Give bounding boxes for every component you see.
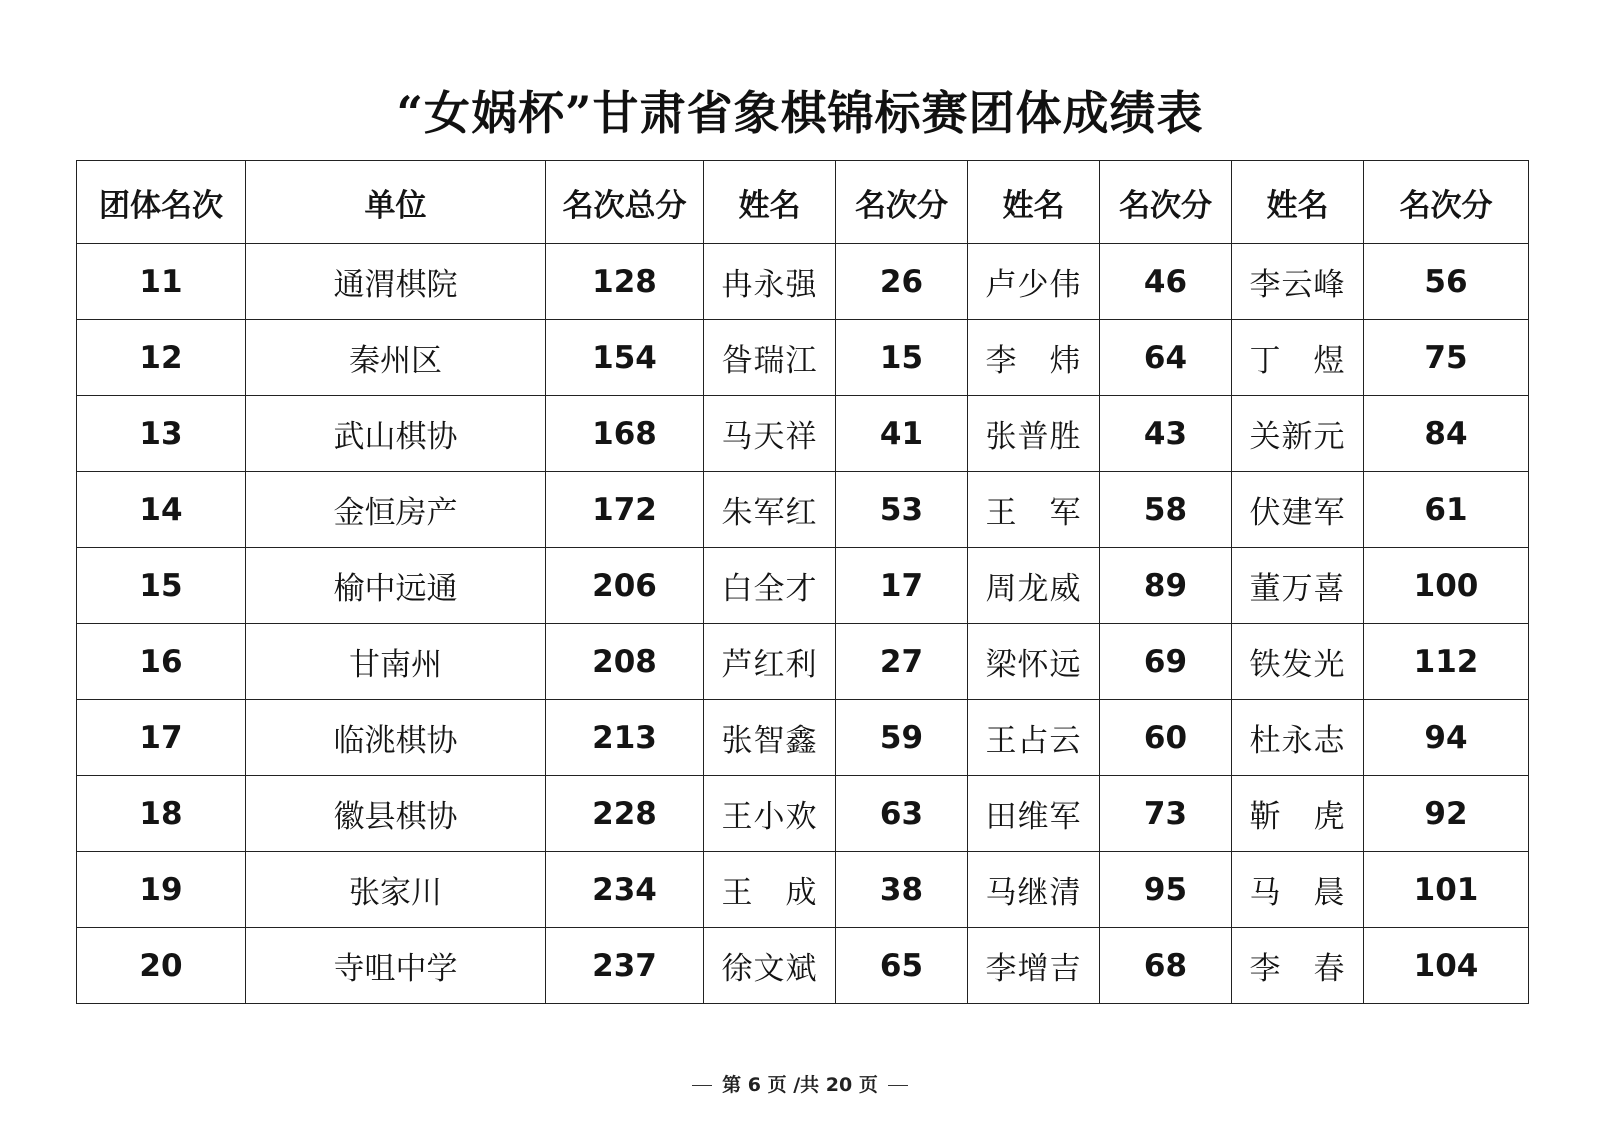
team-rank: 15: [77, 548, 246, 624]
player2-name: 王 军: [968, 472, 1100, 548]
player3-name: 董万喜: [1232, 548, 1364, 624]
footer-left-dash: [692, 1085, 712, 1086]
player2-name: 田维军: [968, 776, 1100, 852]
player2-score: 43: [1100, 396, 1232, 472]
total-score: 237: [546, 928, 704, 1004]
player2-score: 69: [1100, 624, 1232, 700]
player3-score: 61: [1364, 472, 1529, 548]
unit-name: 武山棋协: [246, 396, 546, 472]
player3-score: 94: [1364, 700, 1529, 776]
team-rank: 17: [77, 700, 246, 776]
player2-score: 89: [1100, 548, 1232, 624]
unit-name: 秦州区: [246, 320, 546, 396]
table-row: [77, 396, 1529, 472]
player2-name: 周龙威: [968, 548, 1100, 624]
table-header-row: [77, 161, 1529, 244]
player2-name: 李增吉: [968, 928, 1100, 1004]
player2-score: 46: [1100, 244, 1232, 320]
header-player1-score: 名次分: [836, 161, 968, 244]
player3-name: 杜永志: [1232, 700, 1364, 776]
player1-name: 张智鑫: [704, 700, 836, 776]
header-player3-name: 姓名: [1232, 161, 1364, 244]
table-row: [77, 852, 1529, 928]
page-title: “女娲杯”甘肃省象棋锦标赛团体成绩表: [396, 86, 1204, 140]
total-score: 228: [546, 776, 704, 852]
player1-name: 朱军红: [704, 472, 836, 548]
table-row: [77, 776, 1529, 852]
total-score: 206: [546, 548, 704, 624]
team-rank: 13: [77, 396, 246, 472]
team-rank: 11: [77, 244, 246, 320]
table-row: [77, 624, 1529, 700]
total-score: 168: [546, 396, 704, 472]
table-row: [77, 700, 1529, 776]
total-score: 234: [546, 852, 704, 928]
unit-name: 榆中远通: [246, 548, 546, 624]
player1-score: 59: [836, 700, 968, 776]
player2-score: 73: [1100, 776, 1232, 852]
unit-name: 徽县棋协: [246, 776, 546, 852]
player2-score: 64: [1100, 320, 1232, 396]
player1-name: 昝瑞江: [704, 320, 836, 396]
player3-score: 112: [1364, 624, 1529, 700]
header-player2-name: 姓名: [968, 161, 1100, 244]
player2-score: 68: [1100, 928, 1232, 1004]
total-score: 172: [546, 472, 704, 548]
player1-name: 冉永强: [704, 244, 836, 320]
page-number: 第 6 页 /共 20 页: [722, 1074, 878, 1096]
player3-name: 伏建军: [1232, 472, 1364, 548]
player2-score: 58: [1100, 472, 1232, 548]
player1-score: 65: [836, 928, 968, 1004]
player3-score: 56: [1364, 244, 1529, 320]
player3-name: 李 春: [1232, 928, 1364, 1004]
player2-name: 梁怀远: [968, 624, 1100, 700]
table-row: [77, 548, 1529, 624]
player1-name: 徐文斌: [704, 928, 836, 1004]
total-score: 154: [546, 320, 704, 396]
unit-name: 金恒房产: [246, 472, 546, 548]
player2-name: 马继清: [968, 852, 1100, 928]
team-rank: 18: [77, 776, 246, 852]
player3-score: 101: [1364, 852, 1529, 928]
player1-score: 27: [836, 624, 968, 700]
header-total-score: 名次总分: [546, 161, 704, 244]
table-row: [77, 472, 1529, 548]
player1-score: 63: [836, 776, 968, 852]
player1-score: 26: [836, 244, 968, 320]
player2-score: 60: [1100, 700, 1232, 776]
team-rank: 16: [77, 624, 246, 700]
player1-score: 53: [836, 472, 968, 548]
player1-name: 马天祥: [704, 396, 836, 472]
player1-score: 15: [836, 320, 968, 396]
table-row: [77, 320, 1529, 396]
page-footer: [0, 1070, 1600, 1097]
player1-score: 17: [836, 548, 968, 624]
header-team-rank: 团体名次: [77, 161, 246, 244]
table-row: [77, 244, 1529, 320]
player3-score: 92: [1364, 776, 1529, 852]
player3-name: 马 晨: [1232, 852, 1364, 928]
unit-name: 甘南州: [246, 624, 546, 700]
total-score: 208: [546, 624, 704, 700]
team-rank: 19: [77, 852, 246, 928]
player3-score: 104: [1364, 928, 1529, 1004]
team-rank: 12: [77, 320, 246, 396]
player3-name: 铁发光: [1232, 624, 1364, 700]
player1-name: 白全才: [704, 548, 836, 624]
unit-name: 通渭棋院: [246, 244, 546, 320]
footer-right-dash: [888, 1085, 908, 1086]
player1-name: 王 成: [704, 852, 836, 928]
total-score: 128: [546, 244, 704, 320]
player1-name: 王小欢: [704, 776, 836, 852]
unit-name: 临洮棋协: [246, 700, 546, 776]
player1-score: 41: [836, 396, 968, 472]
player2-name: 王占云: [968, 700, 1100, 776]
player3-name: 靳 虎: [1232, 776, 1364, 852]
player3-score: 75: [1364, 320, 1529, 396]
header-unit: 单位: [246, 161, 546, 244]
total-score: 213: [546, 700, 704, 776]
player3-name: 李云峰: [1232, 244, 1364, 320]
player1-score: 38: [836, 852, 968, 928]
team-rank: 14: [77, 472, 246, 548]
team-results-table: [76, 160, 1529, 1004]
unit-name: 寺咀中学: [246, 928, 546, 1004]
table-row: [77, 928, 1529, 1004]
player3-name: 关新元: [1232, 396, 1364, 472]
header-player3-score: 名次分: [1364, 161, 1529, 244]
player3-score: 84: [1364, 396, 1529, 472]
unit-name: 张家川: [246, 852, 546, 928]
header-player1-name: 姓名: [704, 161, 836, 244]
player2-score: 95: [1100, 852, 1232, 928]
player3-name: 丁 煜: [1232, 320, 1364, 396]
player1-name: 芦红利: [704, 624, 836, 700]
player2-name: 李 炜: [968, 320, 1100, 396]
player2-name: 卢少伟: [968, 244, 1100, 320]
player3-score: 100: [1364, 548, 1529, 624]
header-player2-score: 名次分: [1100, 161, 1232, 244]
team-rank: 20: [77, 928, 246, 1004]
player2-name: 张普胜: [968, 396, 1100, 472]
